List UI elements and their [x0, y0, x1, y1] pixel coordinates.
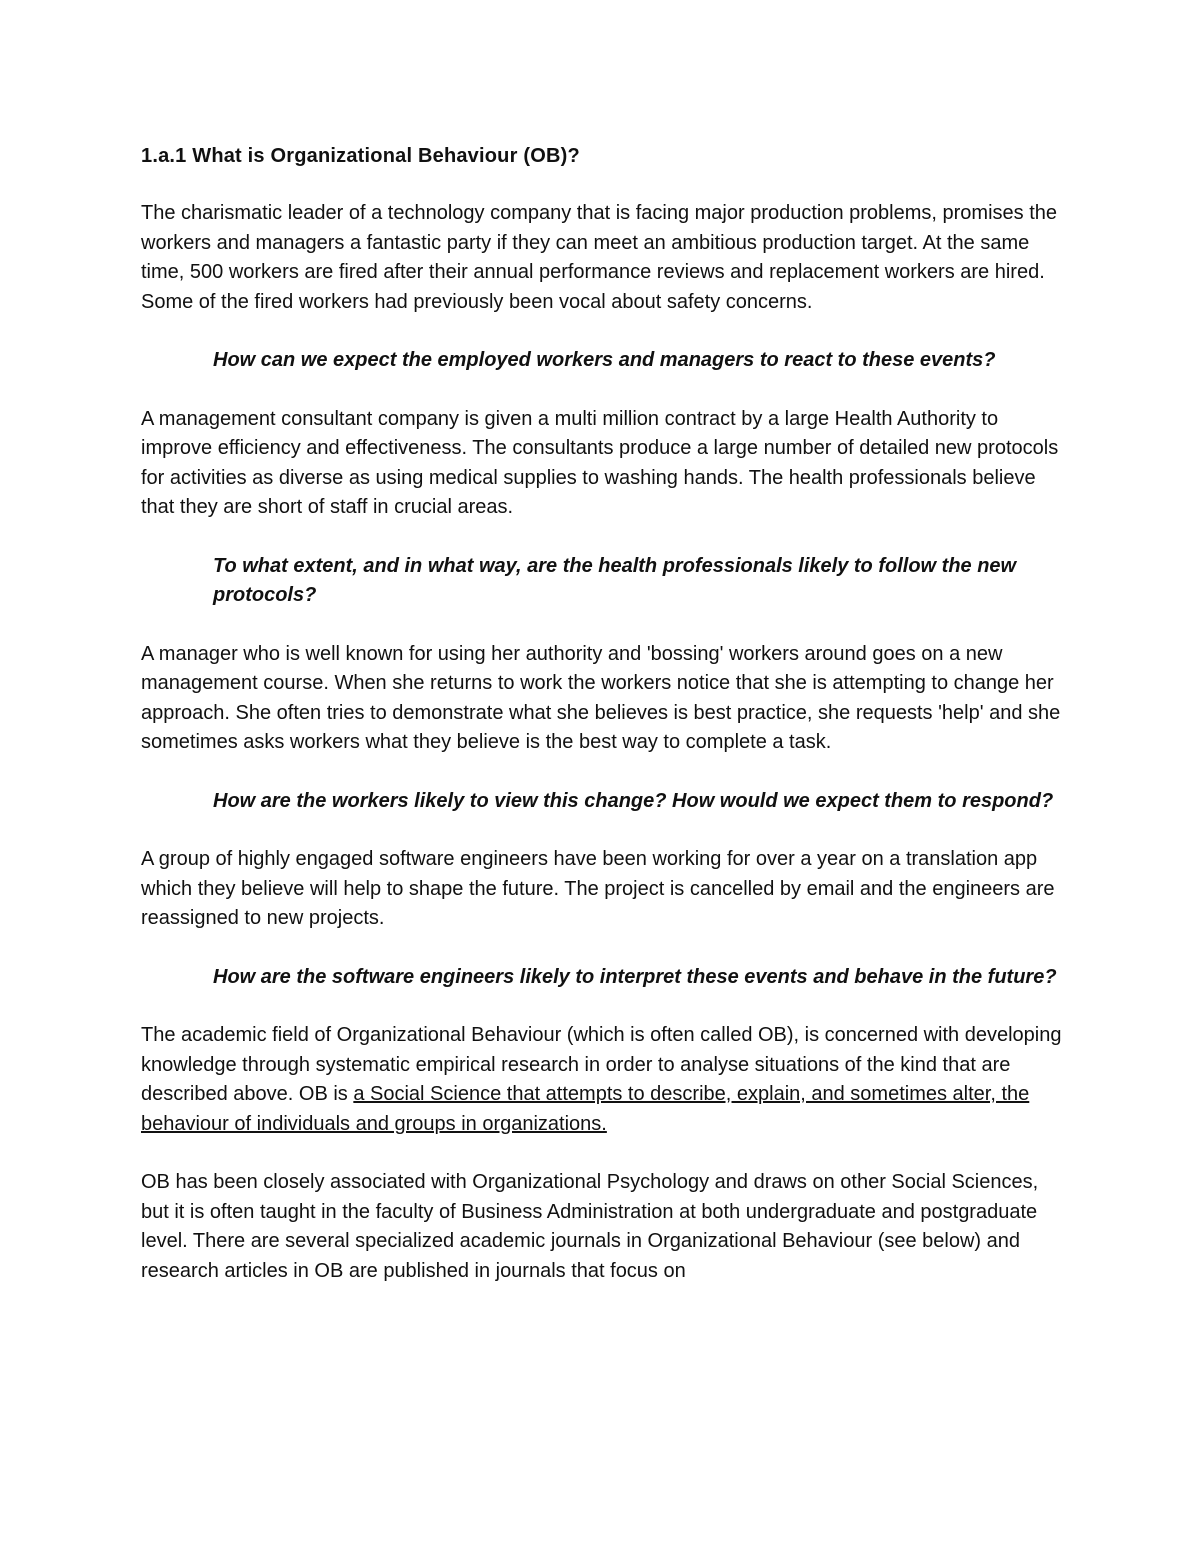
paragraph-charismatic-leader: The charismatic leader of a technology company that is facing major production problems, promises the workers and managers a fantastic party if they can meet an ambitious production target. At the same time, 500 workers are fired after their annual performance reviews and replacement workers are hired. Some of the fired workers had previously been vocal about safety concerns. [141, 202, 1058, 313]
paragraph-management-consultant: A management consultant company is given a multi million contract by a large Health Authority to improve efficiency and effectiveness. The consultants produce a large number of detailed new protocols for activities as diverse as using medical supplies to washing hands. The health professionals believe that they are short of staff in crucial areas. [141, 407, 1059, 518]
question-workers-view-change: How are the workers likely to view this change? How would we expect them to respond? [213, 789, 1054, 812]
question-health-professionals: To what extent, and in what way, are the health professionals likely to follow the new protocols? [213, 554, 1017, 606]
paragraph-manager-course: A manager who is well known for using her authority and 'bossing' workers around goes on a new management course. When she returns to work the workers notice that she is attempting to change her approach. She often tries to demonstrate what she believes is best practice, she requests 'help' and she sometimes asks workers what they believe is the best way to complete a task. [141, 642, 1061, 753]
paragraph-ob-definition [141, 1021, 1071, 1139]
document-page [141, 142, 1071, 1315]
question-employed-workers: How can we expect the employed workers and managers to react to these events? [213, 349, 996, 371]
ob-definition-intro: The academic field of Organizational Behaviour (which is often called OB), is concerned with developing knowledge through systematic empirical research in order to analyse situations of the kind that are described above. OB is [141, 1024, 1062, 1105]
paragraph-ob-association: OB has been closely associated with Organizational Psychology and draws on other Social Sciences, but it is often taught in the faculty of Business Administration at both undergraduate and postgraduate level. There are several specialized academic journals in Organizational Behaviour (see below) and research articles in OB are published in journals that focus on [141, 1171, 1039, 1282]
section-heading: 1.a.1 What is Organizational Behaviour (OB)? [141, 145, 580, 167]
question-software-engineers: How are the software engineers likely to interpret these events and behave in the future? [213, 965, 1057, 988]
paragraph-software-engineers: A group of highly engaged software engineers have been working for over a year on a translation app which they believe will help to shape the future. The project is cancelled by email and the engineers are reassigned to new projects. [141, 848, 1055, 929]
ob-definition-underlined: a Social Science that attempts to describe, explain, and sometimes alter, the behaviour of individuals and groups in organizations. [141, 1083, 1030, 1135]
